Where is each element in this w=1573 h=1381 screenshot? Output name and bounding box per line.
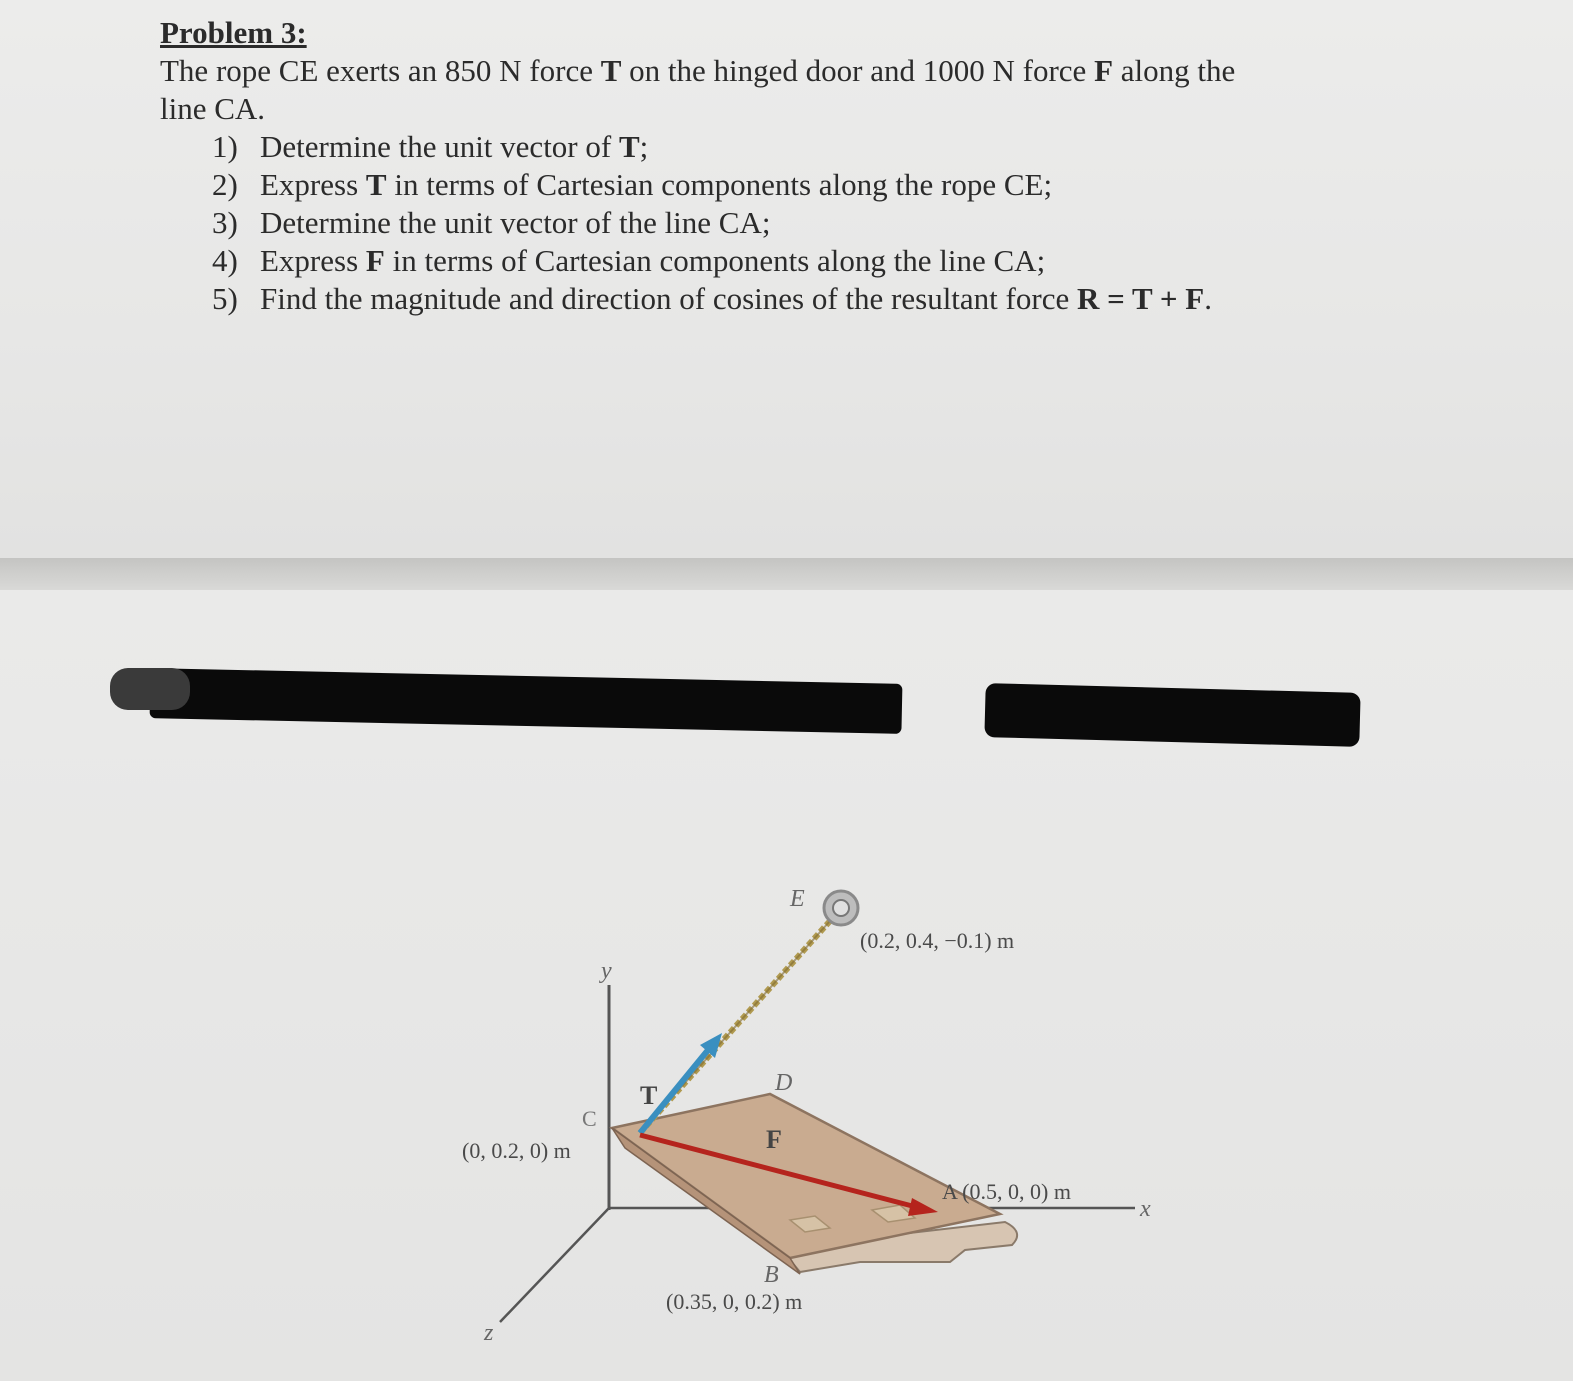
label-T: T	[640, 1081, 658, 1110]
task-item: 3) Determine the unit vector of the line CA;	[212, 205, 771, 240]
task-item: 2) Express T in terms of Cartesian components along the rope CE;	[212, 167, 1053, 202]
task-item: 5) Find the magnitude and direction of cosines of the resultant force R = T + F.	[212, 281, 1212, 316]
z-axis-line	[500, 1208, 609, 1322]
label-F: F	[766, 1125, 782, 1154]
task-item: 4) Express F in terms of Cartesian components along the line CA;	[212, 243, 1046, 278]
label-y-axis: y	[601, 958, 612, 984]
label-z-axis: z	[484, 1320, 494, 1346]
label-A-coords: A (0.5, 0, 0) m	[942, 1179, 1071, 1204]
problem-intro: The rope CE exerts an 850 N force T on the hinged door and 1000 N force F along the line CA.	[160, 53, 1236, 126]
label-C: C	[582, 1106, 597, 1131]
label-C-coords: (0, 0.2, 0) m	[462, 1138, 571, 1163]
problem-title: Problem 3:	[160, 15, 307, 50]
label-x-axis: x	[1140, 1196, 1151, 1222]
label-B: B	[764, 1262, 779, 1288]
label-B-coords: (0.35, 0, 0.2) m	[666, 1289, 803, 1314]
label-D: D	[775, 1070, 793, 1096]
label-E-coords: (0.2, 0.4, −0.1) m	[860, 928, 1015, 953]
label-E: E	[790, 886, 805, 912]
task-item: 1) Determine the unit vector of T;	[212, 129, 649, 164]
